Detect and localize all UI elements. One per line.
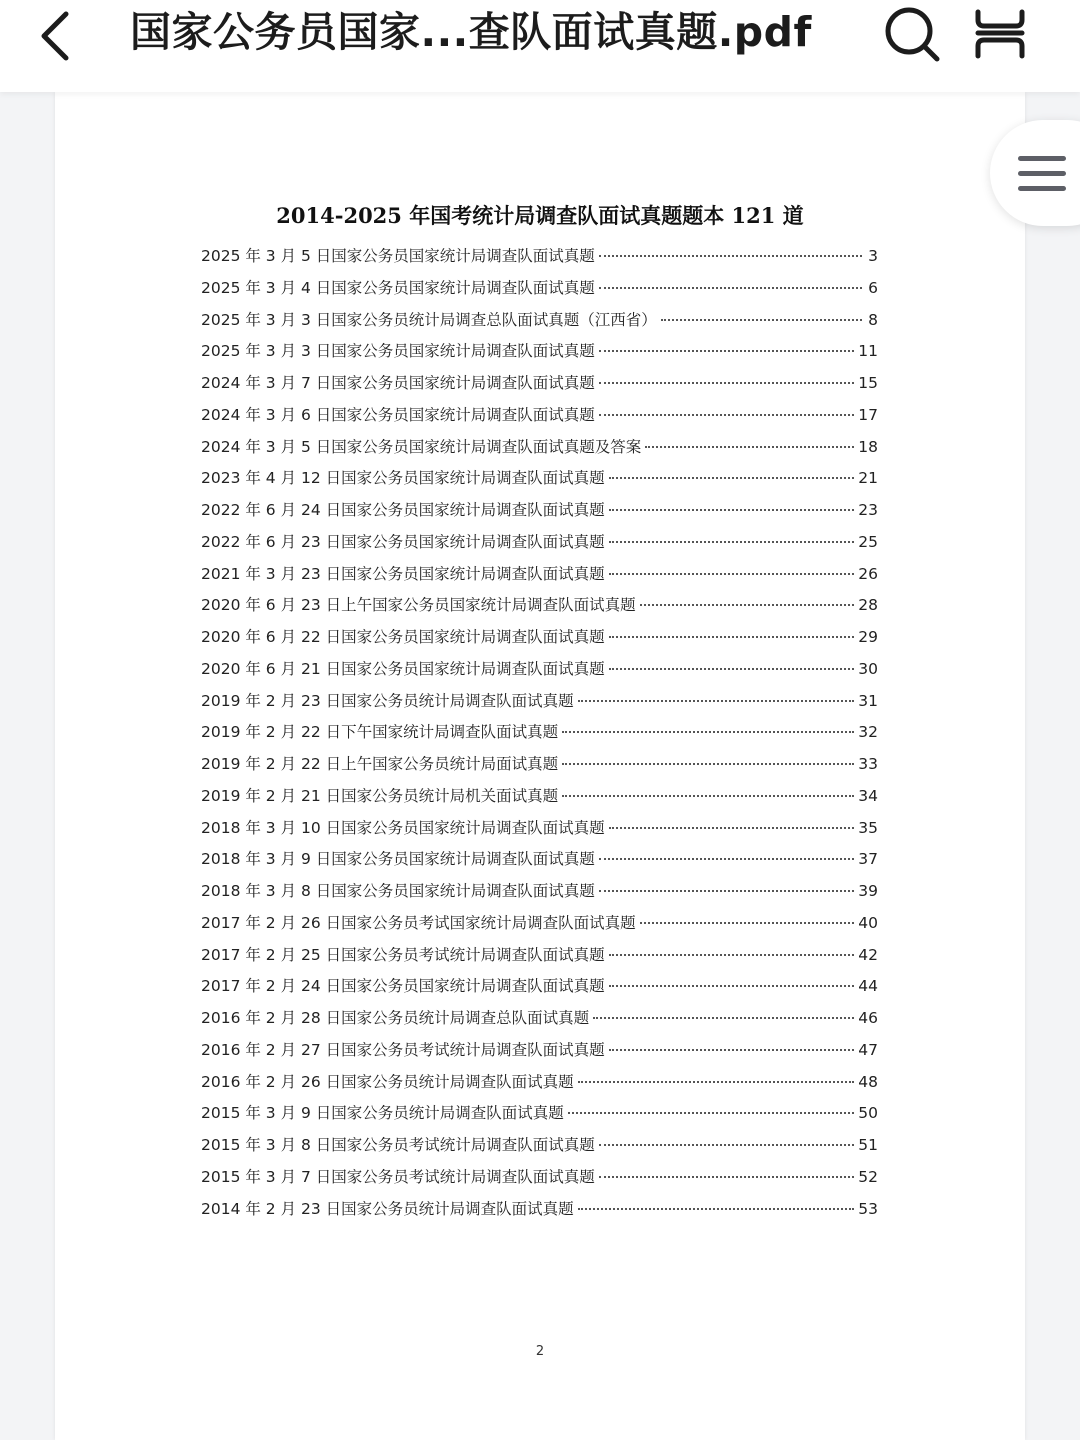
toc-entry-page: 51 — [858, 1136, 878, 1154]
toc-entry-page: 48 — [858, 1072, 878, 1091]
toc-entry-title: 2025 年 3 月 3 日国家公务员统计局调查总队面试真题（江西省） — [201, 310, 657, 329]
toc-entry-page: 28 — [858, 596, 878, 615]
toc-entry-page: 46 — [858, 1009, 878, 1027]
toc-leader-dots — [609, 985, 855, 987]
toc-entry[interactable] — [201, 941, 878, 973]
toc-leader-dots — [578, 1208, 855, 1210]
toc-leader-dots — [599, 414, 854, 416]
toc-entry-title: 2014 年 2 月 23 日国家公务员统计局调查队面试真题 — [201, 1199, 574, 1218]
document-title: 2014-2025 年国考统计局调查队面试真题题本 121 道 — [276, 203, 804, 228]
toc-entry-title: 2024 年 3 月 7 日国家公务员国家统计局调查队面试真题 — [201, 374, 595, 392]
toc-leader-dots — [609, 573, 855, 575]
pdf-page — [55, 92, 1025, 1440]
toc-entry-page: 40 — [858, 913, 878, 932]
toc-entry[interactable] — [201, 306, 878, 338]
toc-leader-dots — [599, 1176, 854, 1178]
toc-entry-title: 2017 年 2 月 26 日国家公务员考试国家统计局调查队面试真题 — [201, 913, 636, 932]
table-of-contents — [201, 242, 878, 1226]
toc-entry-title: 2019 年 2 月 21 日国家公务员统计局机关面试真题 — [201, 786, 559, 805]
toc-entry-page: 8 — [868, 310, 878, 329]
toc-leader-dots — [562, 795, 854, 797]
toc-entry-title: 2020 年 6 月 21 日国家公务员国家统计局调查队面试真题 — [201, 659, 605, 678]
document-viewer[interactable] — [0, 92, 1080, 1440]
toc-entry-title: 2017 年 2 月 24 日国家公务员国家统计局调查队面试真题 — [201, 977, 605, 996]
toc-entry-title: 2015 年 3 月 8 日国家公务员考试统计局调查队面试真题 — [201, 1136, 595, 1154]
toc-leader-dots — [609, 827, 855, 829]
toc-entry-page: 33 — [858, 755, 878, 773]
reading-mode-button[interactable] — [968, 4, 1032, 64]
toc-entry[interactable] — [201, 560, 878, 592]
toc-entry[interactable] — [201, 750, 878, 782]
toc-entry-page: 34 — [858, 786, 878, 805]
chevron-left-icon — [38, 10, 70, 62]
back-button[interactable] — [24, 6, 84, 66]
toc-entry[interactable] — [201, 591, 878, 623]
toc-leader-dots — [599, 350, 854, 352]
toc-entry-page: 21 — [858, 469, 878, 488]
toc-entry-page: 26 — [858, 564, 878, 583]
toc-entry-page: 15 — [858, 374, 878, 392]
toc-entry-title: 2025 年 3 月 5 日国家公务员国家统计局调查队面试真题 — [201, 247, 595, 265]
toc-entry-page: 29 — [858, 628, 878, 646]
toc-leader-dots — [609, 636, 855, 638]
toc-entry-page: 30 — [858, 659, 878, 678]
toc-entry-page: 44 — [858, 977, 878, 996]
toc-entry-title: 2018 年 3 月 10 日国家公务员国家统计局调查队面试真题 — [201, 818, 605, 837]
toc-entry-page: 35 — [858, 818, 878, 837]
toc-entry-title: 2019 年 2 月 23 日国家公务员统计局调查队面试真题 — [201, 691, 574, 710]
top-bar — [0, 0, 1080, 92]
toc-leader-dots — [609, 477, 855, 479]
toc-leader-dots — [562, 763, 854, 765]
file-title: 国家公务员国家...查队面试真题.pdf — [130, 8, 812, 56]
menu-icon — [1018, 156, 1066, 192]
toc-entry-title: 2024 年 3 月 6 日国家公务员国家统计局调查队面试真题 — [201, 405, 595, 424]
search-icon — [883, 5, 941, 63]
toc-entry-page: 52 — [858, 1167, 878, 1186]
toc-entry-title: 2016 年 2 月 28 日国家公务员统计局调查总队面试真题 — [201, 1009, 590, 1027]
toc-entry-page: 17 — [858, 405, 878, 424]
toc-leader-dots — [599, 255, 862, 257]
toc-entry[interactable] — [201, 909, 878, 941]
toc-entry[interactable] — [201, 1036, 878, 1068]
toc-leader-dots — [599, 858, 854, 860]
toc-entry[interactable] — [201, 274, 878, 306]
toc-entry[interactable] — [201, 1004, 878, 1036]
toc-entry[interactable] — [201, 433, 878, 465]
toc-entry[interactable] — [201, 528, 878, 560]
reading-mode-icon — [973, 8, 1027, 60]
toc-entry[interactable] — [201, 496, 878, 528]
toc-entry-title: 2016 年 2 月 26 日国家公务员统计局调查队面试真题 — [201, 1072, 574, 1091]
toc-entry[interactable] — [201, 464, 878, 496]
toc-leader-dots — [645, 446, 854, 448]
toc-entry-page: 3 — [868, 247, 878, 265]
toc-leader-dots — [599, 890, 854, 892]
toc-leader-dots — [609, 541, 855, 543]
toc-entry-title: 2021 年 3 月 23 日国家公务员国家统计局调查队面试真题 — [201, 564, 605, 583]
toc-entry-page: 32 — [858, 723, 878, 742]
toc-entry-page: 25 — [858, 532, 878, 551]
toc-entry[interactable] — [201, 337, 878, 369]
toc-entry[interactable] — [201, 782, 878, 814]
toc-entry-page: 6 — [868, 278, 878, 297]
toc-leader-dots — [599, 1144, 854, 1146]
toc-entry-title: 2017 年 2 月 25 日国家公务员考试统计局调查队面试真题 — [201, 945, 605, 964]
toc-leader-dots — [609, 1049, 855, 1051]
toc-leader-dots — [599, 287, 862, 289]
toc-leader-dots — [593, 1017, 854, 1019]
toc-leader-dots — [609, 509, 855, 511]
toc-entry-page: 53 — [858, 1199, 878, 1218]
toc-entry[interactable] — [201, 369, 878, 401]
toc-entry-title: 2019 年 2 月 22 日上午国家公务员统计局面试真题 — [201, 755, 559, 773]
toc-entry[interactable] — [201, 655, 878, 687]
toc-entry-title: 2024 年 3 月 5 日国家公务员国家统计局调查队面试真题及答案 — [201, 437, 642, 456]
toc-leader-dots — [609, 954, 855, 956]
toc-leader-dots — [599, 382, 854, 384]
toc-entry-page: 42 — [858, 945, 878, 964]
toc-leader-dots — [661, 319, 862, 321]
toc-entry-title: 2018 年 3 月 8 日国家公务员国家统计局调查队面试真题 — [201, 882, 595, 900]
toc-entry-page: 39 — [858, 882, 878, 900]
toc-leader-dots — [609, 668, 855, 670]
toc-leader-dots — [640, 604, 855, 606]
toc-entry-title: 2022 年 6 月 23 日国家公务员国家统计局调查队面试真题 — [201, 532, 605, 551]
toc-leader-dots — [578, 700, 855, 702]
page-number: 2 — [535, 1344, 545, 1359]
toc-entry-title: 2020 年 6 月 23 日上午国家公务员国家统计局调查队面试真题 — [201, 596, 636, 615]
toc-entry-page: 31 — [858, 691, 878, 710]
toc-entry-title: 2016 年 2 月 27 日国家公务员考试统计局调查队面试真题 — [201, 1040, 605, 1059]
toc-leader-dots — [640, 922, 855, 924]
toc-entry-title: 2015 年 3 月 7 日国家公务员考试统计局调查队面试真题 — [201, 1167, 595, 1186]
toc-entry-title: 2023 年 4 月 12 日国家公务员国家统计局调查队面试真题 — [201, 469, 605, 488]
toc-entry[interactable] — [201, 972, 878, 1004]
search-button[interactable] — [880, 2, 944, 66]
toc-entry[interactable] — [201, 1131, 878, 1163]
toc-entry-title: 2025 年 3 月 3 日国家公务员国家统计局调查队面试真题 — [201, 342, 595, 361]
toc-leader-dots — [562, 731, 854, 733]
toc-entry-title: 2015 年 3 月 9 日国家公务员统计局调查队面试真题 — [201, 1104, 564, 1123]
toc-entry[interactable] — [201, 623, 878, 655]
toc-entry[interactable] — [201, 1195, 878, 1227]
toc-entry-title: 2019 年 2 月 22 日下午国家统计局调查队面试真题 — [201, 723, 559, 742]
toc-leader-dots — [578, 1081, 855, 1083]
toc-entry[interactable] — [201, 687, 878, 719]
toc-entry[interactable] — [201, 401, 878, 433]
toc-entry-page: 23 — [858, 501, 878, 519]
toc-entry-page: 50 — [858, 1104, 878, 1123]
toc-entry-page: 37 — [858, 850, 878, 869]
toc-entry[interactable] — [201, 814, 878, 846]
toc-entry-page: 18 — [858, 437, 878, 456]
toc-entry-title: 2022 年 6 月 24 日国家公务员国家统计局调查队面试真题 — [201, 501, 605, 519]
toc-entry-title: 2025 年 3 月 4 日国家公务员国家统计局调查队面试真题 — [201, 278, 595, 297]
toc-entry[interactable] — [201, 1068, 878, 1100]
toc-entry-page: 11 — [858, 342, 878, 361]
toc-entry[interactable] — [201, 242, 878, 274]
toc-leader-dots — [568, 1112, 854, 1114]
toc-entry[interactable] — [201, 718, 878, 750]
toc-entry-title: 2020 年 6 月 22 日国家公务员国家统计局调查队面试真题 — [201, 628, 605, 646]
toc-entry[interactable] — [201, 877, 878, 909]
toc-entry-page: 47 — [858, 1040, 878, 1059]
toc-entry-title: 2018 年 3 月 9 日国家公务员国家统计局调查队面试真题 — [201, 850, 595, 869]
toc-entry[interactable] — [201, 845, 878, 877]
toc-entry[interactable] — [201, 1163, 878, 1195]
toc-entry[interactable] — [201, 1099, 878, 1131]
